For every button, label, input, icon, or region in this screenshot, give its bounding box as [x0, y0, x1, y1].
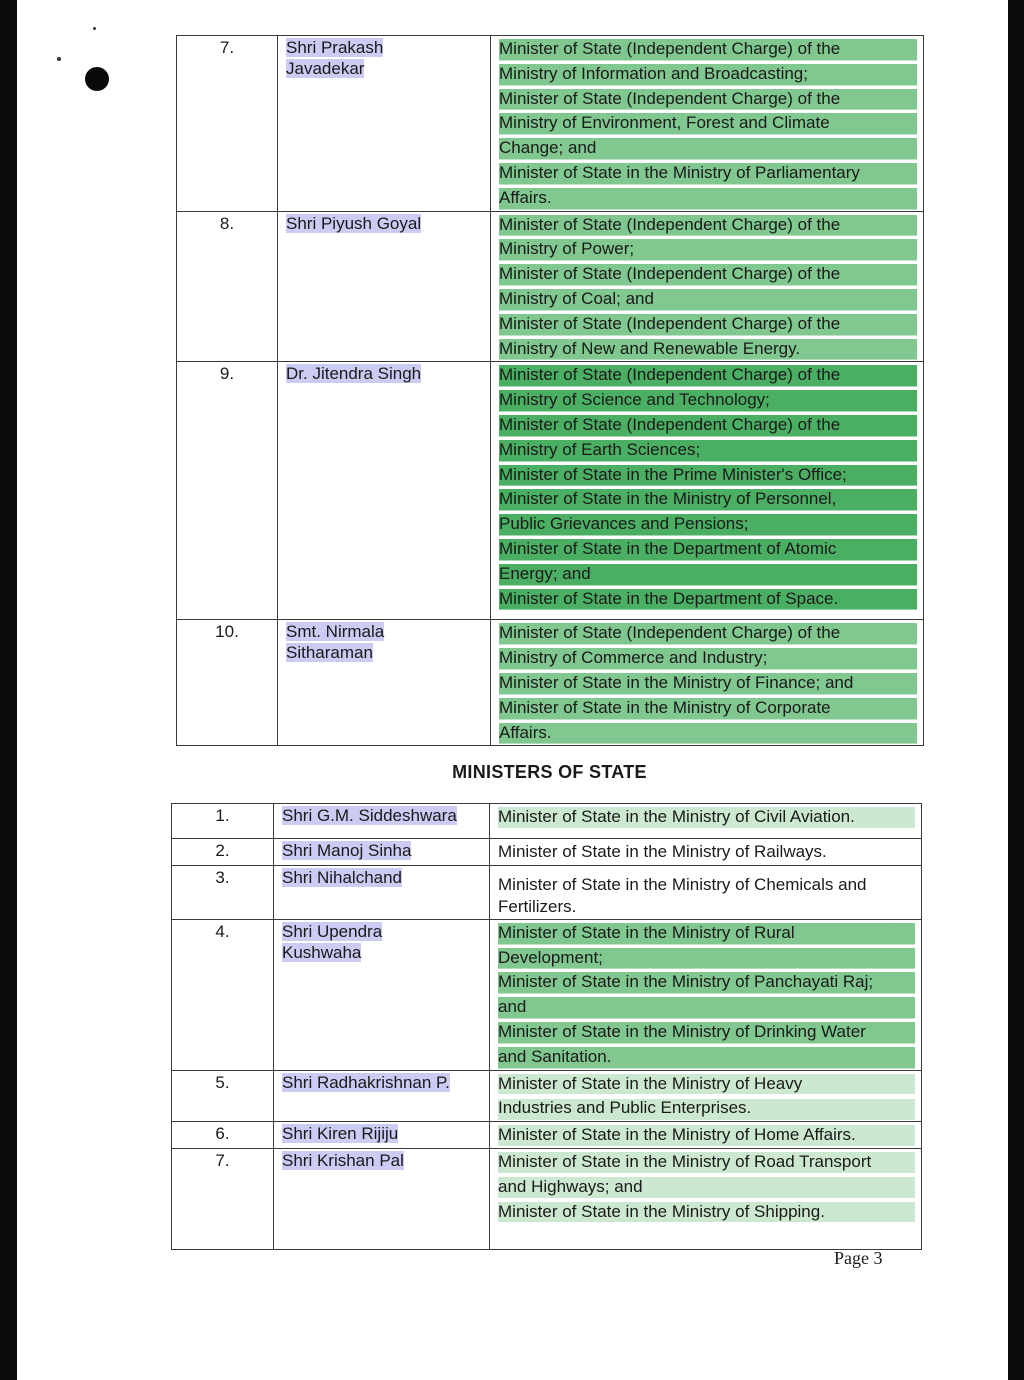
serial-number: 7. [172, 1148, 274, 1249]
minister-name: Shri G.M. Siddeshwara [274, 804, 490, 839]
portfolio: Minister of State in the Ministry of Railways. [490, 839, 922, 866]
ministers-of-state-table [171, 803, 922, 1250]
portfolio: Minister of State in the Ministry of Civil Aviation. [490, 804, 922, 839]
scan-speck [93, 27, 96, 30]
minister-name: Shri Radhakrishnan P. [274, 1070, 490, 1122]
portfolio: Minister of State in the Ministry of Chemicals and Fertilizers. [490, 865, 922, 919]
minister-name: Shri Manoj Sinha [274, 839, 490, 866]
minister-name: Shri Upendra Kushwaha [274, 919, 490, 1070]
serial-number: 2. [172, 839, 274, 866]
minister-name: Shri Piyush Goyal [278, 211, 491, 362]
minister-name: Shri Prakash Javadekar [278, 36, 491, 212]
scan-border-left [0, 0, 17, 1380]
table-row [177, 620, 924, 746]
section-title: MINISTERS OF STATE [452, 762, 647, 782]
portfolio: Minister of State in the Ministry of Heavy Industries and Public Enterprises. [490, 1070, 922, 1122]
table-row [172, 1148, 922, 1249]
portfolio: Minister of State in the Ministry of Rural Development; Minister of State in the Ministry of Panchayati Raj; and Minister of State in the Ministry of Drinking Water and Sanitation. [490, 919, 922, 1070]
portfolio: Minister of State (Independent Charge) of the Ministry of Science and Technology; Minister of State (Independent Charge) of the Ministry of Earth Sciences; Minister of State in the Prime Minister's Office; Minister of State in the Ministry of Personnel, Public Grievances and Pensions; Minister of State in the Department of Atomic Energy; and Minister of State in the Department of Space. [491, 362, 924, 620]
minister-name: Shri Krishan Pal [274, 1148, 490, 1249]
table-row [172, 839, 922, 866]
serial-number: 6. [172, 1122, 274, 1149]
table-row [177, 36, 924, 212]
scan-speck [57, 57, 61, 61]
punch-hole-mark [85, 67, 109, 91]
table-row [172, 804, 922, 839]
portfolio: Minister of State (Independent Charge) of the Ministry of Commerce and Industry; Minister of State in the Ministry of Finance; and Minister of State in the Ministry of Corporate Affairs. [491, 620, 924, 746]
portfolio: Minister of State in the Ministry of Road Transport and Highways; and Minister of State in the Ministry of Shipping. [490, 1148, 922, 1249]
minister-name: Shri Kiren Rijiju [274, 1122, 490, 1149]
page-number: Page 3 [834, 1248, 883, 1268]
portfolio: Minister of State in the Ministry of Home Affairs. [490, 1122, 922, 1149]
serial-number: 5. [172, 1070, 274, 1122]
table-row [172, 1070, 922, 1122]
table-row [172, 919, 922, 1070]
minister-name: Smt. Nirmala Sitharaman [278, 620, 491, 746]
serial-number: 7. [177, 36, 278, 212]
table-row [177, 211, 924, 362]
portfolio: Minister of State (Independent Charge) of the Ministry of Power; Minister of State (Independent Charge) of the Ministry of Coal; and Minister of State (Independent Charge) of the Ministry of New and Renewable Energy. [491, 211, 924, 362]
serial-number: 1. [172, 804, 274, 839]
portfolio: Minister of State (Independent Charge) of the Ministry of Information and Broadcasting; Minister of State (Independent Charge) of the Ministry of Environment, Forest and Climate Change; and Minister of State in the Ministry of Parliamentary Affairs. [491, 36, 924, 212]
minister-name: Dr. Jitendra Singh [278, 362, 491, 620]
serial-number: 4. [172, 919, 274, 1070]
table-row [172, 1122, 922, 1149]
serial-number: 8. [177, 211, 278, 362]
serial-number: 3. [172, 865, 274, 919]
table-row [172, 865, 922, 919]
serial-number: 9. [177, 362, 278, 620]
minister-name: Shri Nihalchand [274, 865, 490, 919]
serial-number: 10. [177, 620, 278, 746]
scan-border-right [1008, 0, 1024, 1380]
cabinet-continued-table [176, 35, 924, 746]
table-row [177, 362, 924, 620]
